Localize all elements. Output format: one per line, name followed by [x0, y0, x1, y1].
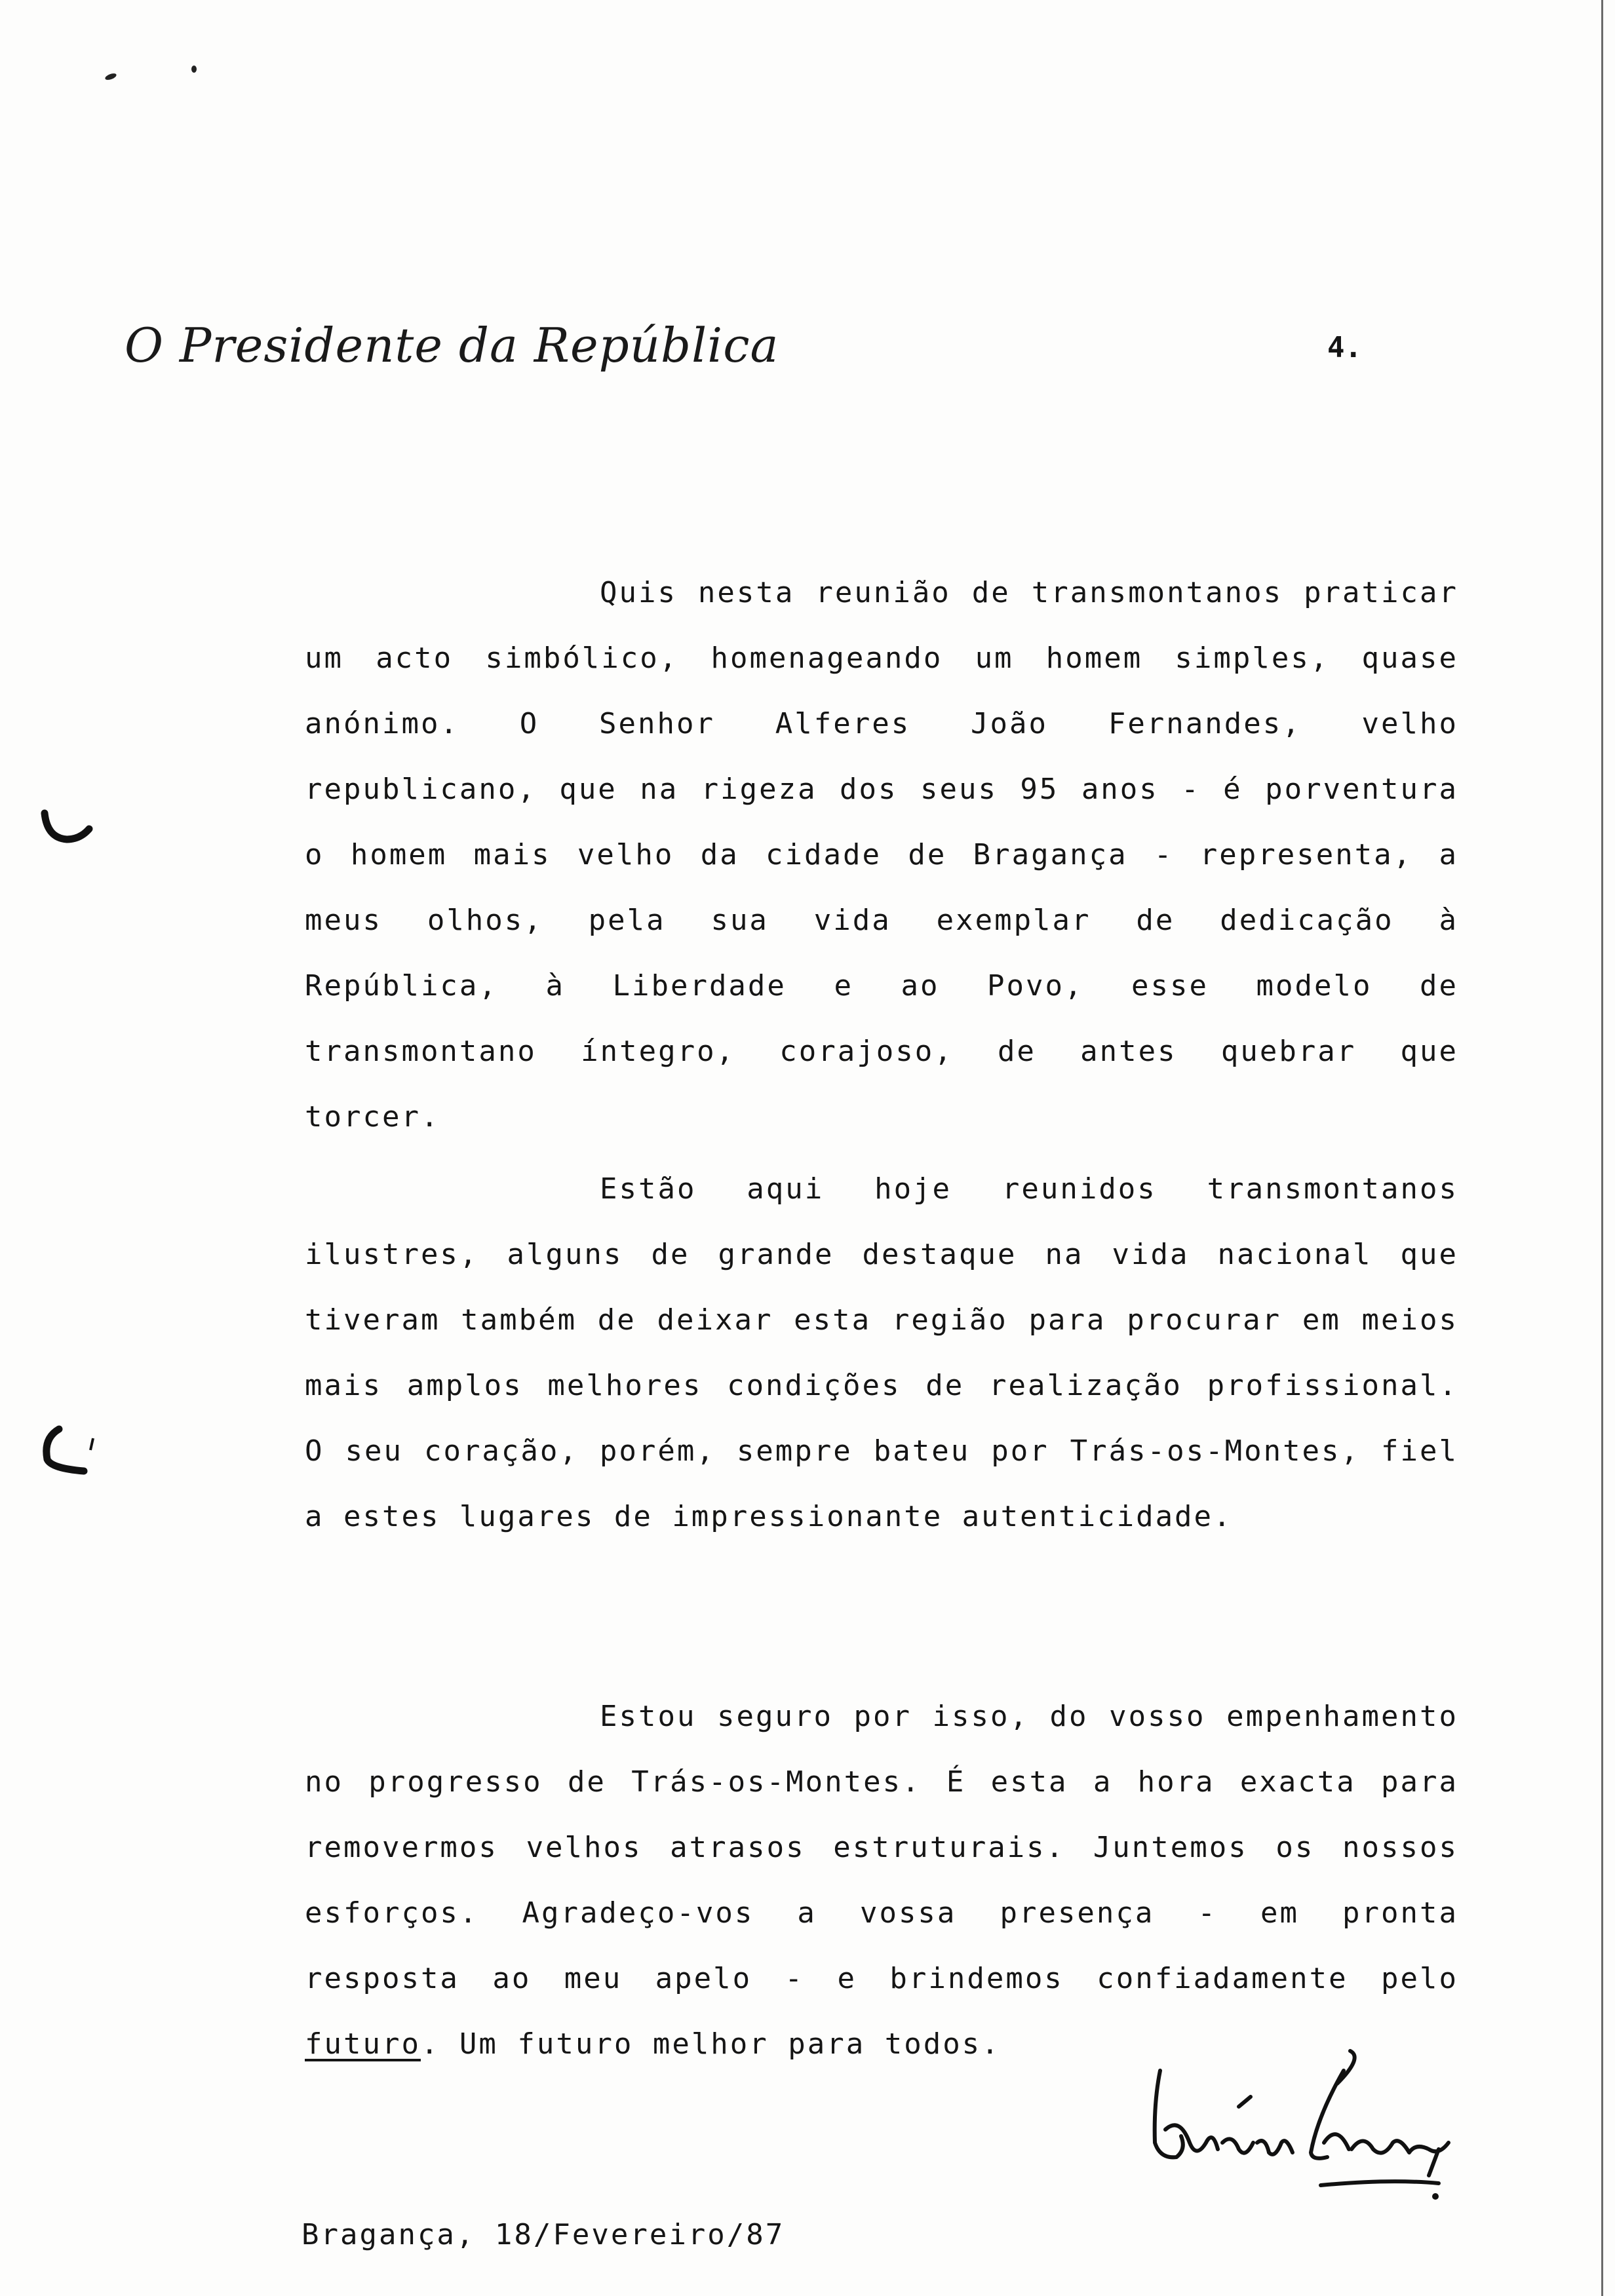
scan-speck [191, 66, 197, 73]
paragraph-1 [305, 560, 1458, 1150]
paragraph-1-text: Quis nesta reunião de transmontanos praticar um acto simbólico, homenageando um homem simples, quase anónimo. O Senhor Alferes João Fernandes, velho republicano, que na rigeza dos seus 95 anos - é porventura o homem mais velho da cidade de Bragança - representa, a meus olhos, pela sua vida exemplar de dedicação à República, à Liberdade e ao Povo, esse modelo de transmontano íntegro, corajoso, de antes quebrar que torcer. [305, 576, 1458, 1134]
margin-bracket-mark [41, 809, 93, 849]
page-number: 4. [1327, 331, 1362, 364]
handwritten-signature [1140, 2044, 1455, 2208]
scan-speck [104, 72, 117, 81]
place-date: Bragança, 18/Fevereiro/87 [302, 2218, 785, 2251]
underlined-word: futuro [305, 2027, 421, 2061]
letterhead-title: O Presidente da República [125, 318, 779, 373]
paragraph-3-text: Estou seguro por isso, do vosso empenhamento no progresso de Trás-os-Montes. É esta a hora exacta para removermos velhos atrasos estruturais. Juntemos os nossos esforços. Agradeço-vos a vossa presença - em pronta resposta ao meu apelo - e brindemos confiadamente pelo [305, 1700, 1458, 1995]
paragraph-3-closing: . Um futuro melhor para todos. [420, 2027, 1001, 2061]
paragraph-3 [305, 1684, 1458, 2077]
paragraph-2-text: Estão aqui hoje reunidos transmontanos ilustres, alguns de grande destaque na vida nacional que tiveram também de deixar esta região para procurar em meios mais amplos melhores condições de realização profissional. O seu coração, porém, sempre bateu por Trás-os-Montes, fiel a estes lugares de impressionante autenticidade. [305, 1172, 1458, 1533]
page-edge-line [1601, 0, 1603, 2296]
margin-bracket-mark [41, 1425, 100, 1478]
paragraph-2 [305, 1157, 1458, 1550]
